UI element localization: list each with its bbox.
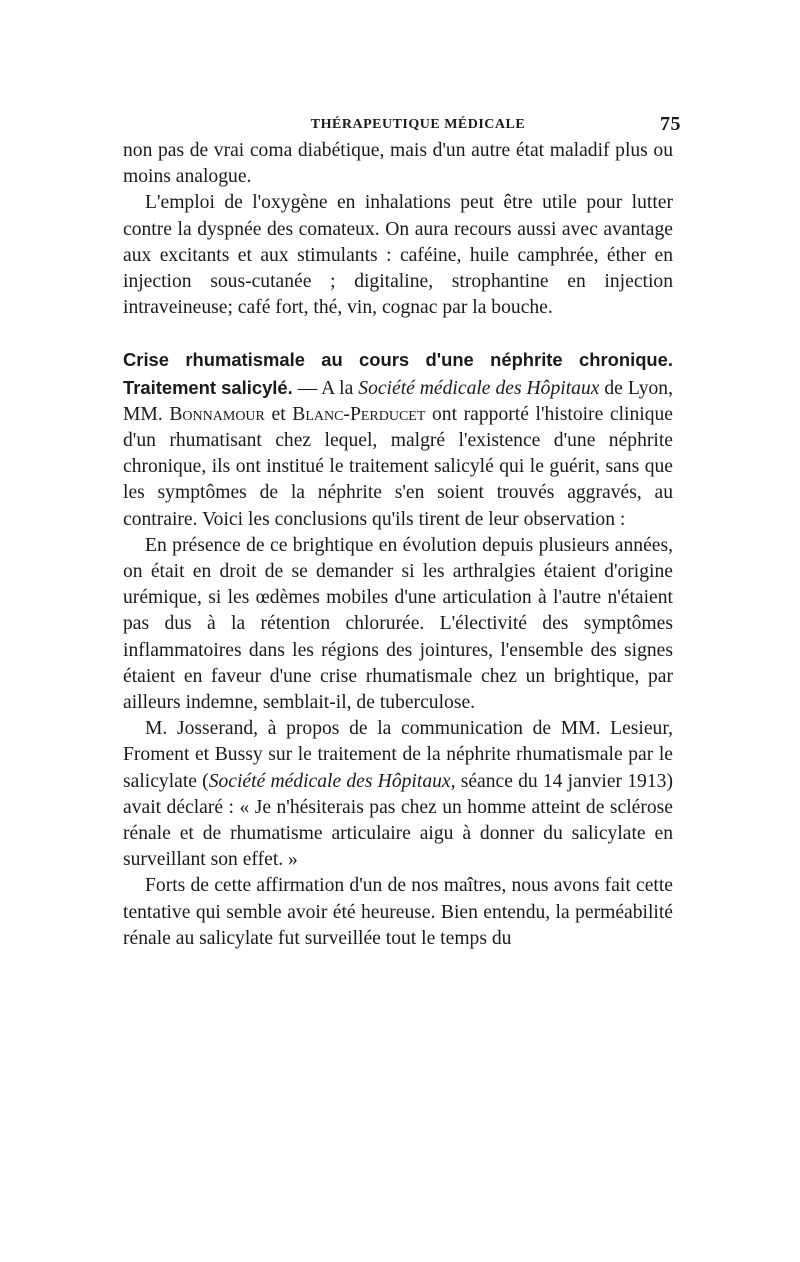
running-title: THÉRAPEUTIQUE MÉDICALE: [310, 117, 526, 132]
author-bonnamour: Bonnamour: [169, 403, 265, 425]
society-name: Société médicale des Hôpitaux: [358, 377, 600, 399]
paragraph-continued: non pas de vrai coma diabétique, mais d'un autre état maladif plus ou moins analogue.: [123, 140, 673, 188]
section-dash: — A la: [292, 377, 359, 399]
book-page: [123, 112, 681, 952]
paragraph-conclusion: En présence de ce brightique en évolution depuis plusieurs années, on était en droit de se demander si les arthralgies étaient d'origine urémique, si les œdèmes mobiles d'une articulation à l'autre n'étaient pas dus à la rétention chlorurée. L'électivité des symptômes inflammatoires dans les régions des jointures, l'ensemble des signes étaient en faveur d'une crise rhumatismale chez un brightique, par ailleurs indemne, semblait-il, de tuberculose.: [123, 534, 673, 714]
section-spacer: [123, 321, 673, 347]
josserand-text-start: M. Josserand, à propos de la communication de MM. Lesieur, Froment et Bussy sur le traitement de la néphrite rhumatismale par le salicylate (: [123, 718, 673, 792]
page-number: 75: [660, 113, 681, 135]
author-blanc-perducet: Blanc-Perducet: [292, 403, 426, 425]
running-header: [123, 112, 681, 138]
paragraph-forts: Forts de cette affirmation d'un de nos maîtres, nous avons fait cette tentative qui semble avoir été heureuse. Bien entendu, la perméabilité rénale au salicylate fut surveillée tout le temps du: [123, 875, 673, 949]
section-location: de Lyon, MM.: [123, 377, 673, 425]
section-heading: Crise rhumatismale au cours d'une néphrite chronique. Traitement salicylé.: [123, 349, 673, 398]
paragraph-oxygen: L'emploi de l'oxygène en inhalations peut être utile pour lutter contre la dyspnée des comateux. On aura recours aussi avec avantage aux excitants et aux stimulants : caféine, huile camphrée, éther en injection sous-cutanée ; digitaline, strophantine en injection intraveineuse; café fort, thé, vin, cognac par la bouche.: [123, 192, 673, 319]
paragraph-josserand: [123, 716, 673, 873]
author-conjunction: et: [264, 403, 293, 425]
section-body: ont rapporté l'histoire clinique d'un rhumatisant chez lequel, malgré l'existence d'une néphrite chronique, ils ont institué le traitement salicylé qui le guérit, sans que les symptômes de la néphrite s'en soient trouvés aggravés, au contraire. Voici les conclusions qu'ils tirent de leur observation :: [123, 403, 673, 530]
section-paragraph: [123, 347, 673, 532]
society-name-citation: Société médicale des Hôpitaux,: [208, 770, 456, 792]
josserand-text-end: séance du 14 janvier 1913) avait déclaré : « Je n'hésiterais pas chez un homme atteint de sclérose rénale et de rhumatisme articulaire aigu à donner du salicylate en surveillant son effet. »: [123, 770, 673, 871]
